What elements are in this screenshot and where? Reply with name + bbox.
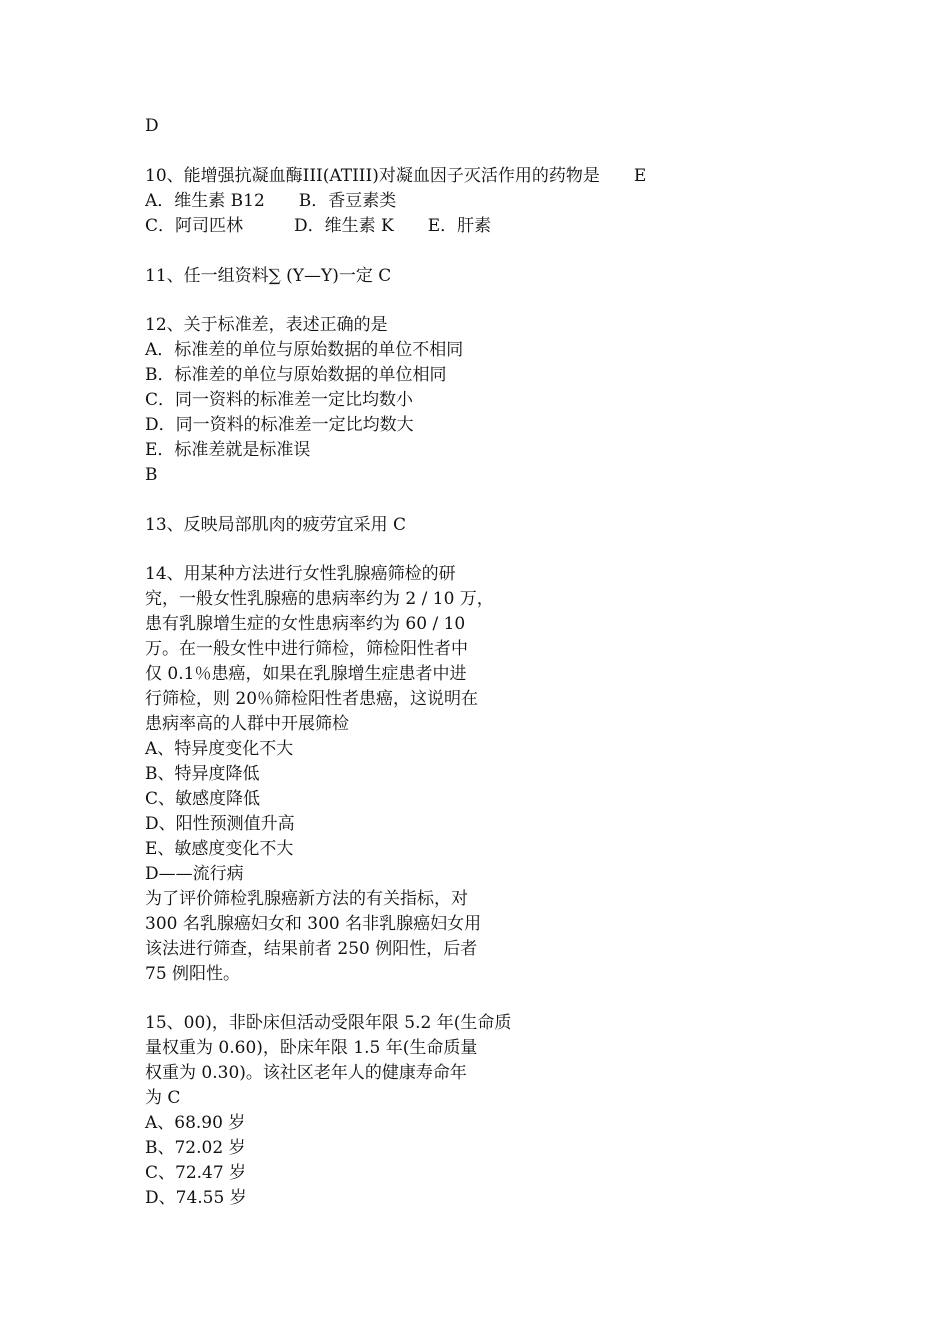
question-10-options-cde: C．阿司匹林 D．维生素 K E．肝素: [145, 216, 492, 236]
passage-line-3: 该法进行筛查，结果前者 250 例阳性，后者: [145, 939, 478, 959]
question-14-stem-line-5: 仅 0.1％患癌，如果在乳腺增生症患者中进: [145, 664, 467, 684]
question-10-options-ab: A．维生素 B12 B．香豆素类: [145, 191, 397, 211]
question-15-option-b: B、72.02 岁: [145, 1138, 246, 1158]
question-12-answer: B: [145, 465, 158, 485]
question-12-option-d: D．同一资料的标准差一定比均数大: [145, 415, 414, 435]
question-12-option-c: C．同一资料的标准差一定比均数小: [145, 390, 414, 410]
question-14-stem-line-1: 14、用某种方法进行女性乳腺癌筛检的研: [145, 564, 456, 584]
question-12-stem: 12、关于标准差，表述正确的是: [145, 315, 388, 335]
question-14-option-a: A、特异度变化不大: [145, 739, 294, 759]
question-12-option-b: B．标准差的单位与原始数据的单位相同: [145, 365, 447, 385]
question-14-option-b: B、特异度降低: [145, 764, 260, 784]
passage-line-2: 300 名乳腺癌妇女和 300 名非乳腺癌妇女用: [145, 914, 482, 934]
question-14-stem-line-6: 行筛检，则 20％筛检阳性者患癌，这说明在: [145, 689, 479, 709]
question-10-stem: 10、能增强抗凝血酶III(ATIII)对凝血因子灭活作用的药物是 E: [145, 166, 647, 186]
passage-line-4: 75 例阳性。: [145, 964, 241, 984]
question-13-stem: 13、反映局部肌肉的疲劳宜采用 C: [145, 515, 407, 535]
question-15-option-a: A、68.90 岁: [145, 1113, 246, 1133]
question-14-option-c: C、敏感度降低: [145, 789, 261, 809]
question-12-option-e: E．标准差就是标准误: [145, 440, 311, 460]
passage-line-1: 为了评价筛检乳腺癌新方法的有关指标，对: [145, 889, 468, 909]
question-14-stem-line-3: 患有乳腺增生症的女性患病率约为 60 / 10: [145, 614, 466, 634]
question-14-option-d: D、阳性预测值升高: [145, 814, 295, 834]
question-14-answer: D——流行病: [145, 864, 244, 884]
question-15-option-c: C、72.47 岁: [145, 1163, 247, 1183]
question-14-stem-line-7: 患病率高的人群中开展筛检: [145, 714, 349, 734]
question-12-option-a: A．标准差的单位与原始数据的单位不相同: [145, 340, 464, 360]
question-14-stem-line-4: 万。在一般女性中进行筛检，筛检阳性者中: [145, 639, 468, 659]
question-15-stem-line-1: 15、00)，非卧床但活动受限年限 5.2 年(生命质: [145, 1013, 512, 1033]
question-14-stem-line-2: 究，一般女性乳腺癌的患病率约为 2 / 10 万，: [145, 589, 494, 609]
question-14-option-e: E、敏感度变化不大: [145, 839, 294, 859]
question-15-stem-line-4: 为 C: [145, 1088, 181, 1108]
question-15-stem-line-2: 量权重为 0.60)，卧床年限 1.5 年(生命质量: [145, 1038, 478, 1058]
answer-line: D: [145, 116, 159, 136]
question-11-stem: 11、任一组资料∑ (Y—Y)一定 C: [145, 266, 392, 286]
question-15-option-d: D、74.55 岁: [145, 1188, 247, 1208]
question-15-stem-line-3: 权重为 0.30)。该社区老年人的健康寿命年: [145, 1063, 467, 1083]
